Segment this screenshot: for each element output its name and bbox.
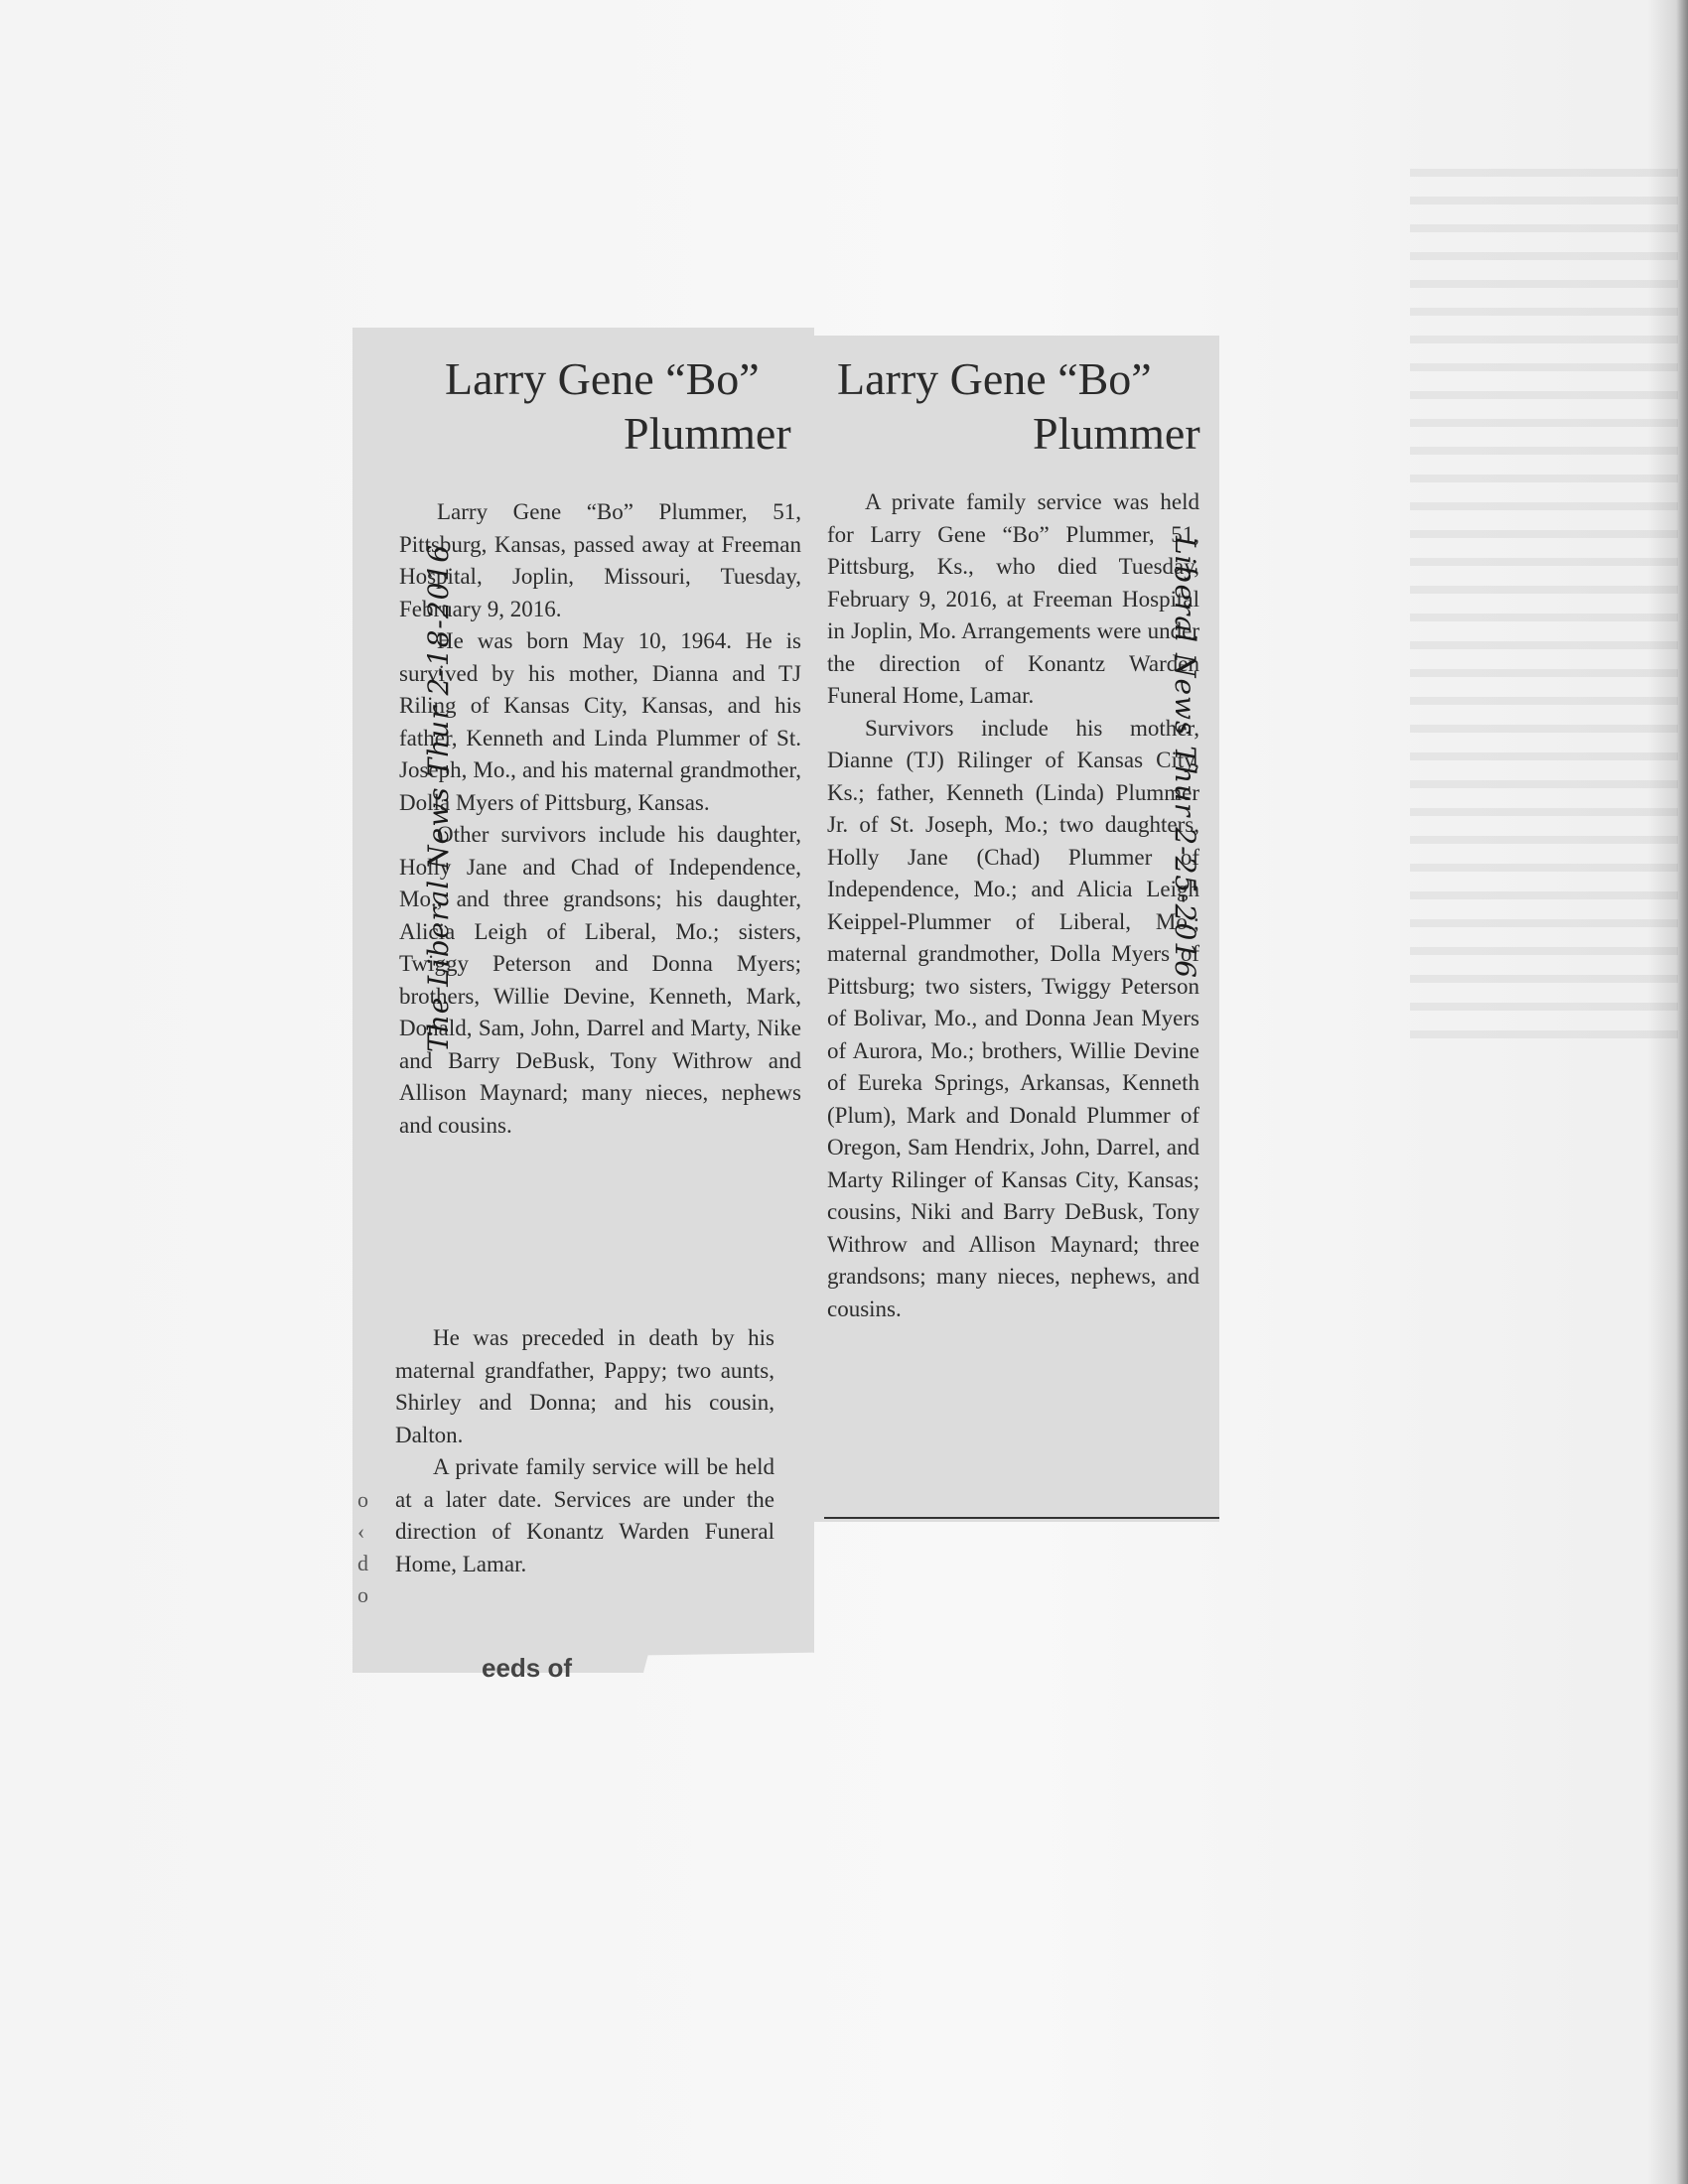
- bleed-through-text: [1410, 149, 1678, 1588]
- clipping-right-bottom-rule: [824, 1517, 1219, 1519]
- clipping-left-body-bottom: [395, 1322, 774, 1580]
- handwritten-date-note-right: Liberal News Thur 2-25-2016: [1169, 536, 1201, 979]
- clipping-left-headline-line1: Larry Gene “Bo”: [445, 353, 760, 404]
- clipping-left-torn-headline: eeds of: [482, 1653, 573, 1683]
- clipping-left-paragraph-5: A private family service will be held at a later date. Services are under the direction of Konantz Warden Funeral Home, Lamar.: [395, 1454, 774, 1576]
- clipping-left-headline-line2: Plummer: [624, 408, 791, 459]
- clipping-right-paragraph-2: Survivors include his mother, Dianne (TJ) Rilinger of Kansas City, Ks.; father, Kenneth (Linda) Plummer Jr. of St. Joseph, Mo.; two daughters, Holly Jane (Chad) Plummer of Independence, Mo.; and Alicia Leigh Keippel-Plummer of Liberal, Mo.; maternal grandmother, Dolla Myers of Pittsburg; two sisters, Twiggy Peterson of Bolivar, Mo., and Donna Jean Myers of Aurora, Mo.; brothers, Willie Devine of Eureka Springs, Arkansas, Kenneth (Plum), Mark and Donald Plummer of Oregon, Sam Hendrix, John, Darrel, and Marty Rilinger of Kansas City, Kansas; cousins, Niki and Barry DeBusk, Tony Withrow and Allison Maynard; three grandsons; many nieces, nephews, and cousins.: [827, 715, 1199, 1321]
- clipping-left-cut-edge-letters: o ‹ d o: [357, 1487, 368, 1607]
- clipping-right-headline-line2: Plummer: [1033, 408, 1200, 459]
- clipping-left-body: [399, 496, 801, 1142]
- clipping-left-paragraph-4: He was preceded in death by his maternal grandfather, Pappy; two aunts, Shirley and Donna; and his cousin, Dalton.: [395, 1325, 774, 1447]
- clipping-right-paragraph-1: A private family service was held for Larry Gene “Bo” Plummer, 51, Pittsburg, Ks., who died Tuesday, February 9, 2016, at Freeman Hospital in Joplin, Mo. Arrangements were under the direction of Konantz Warden Funeral Home, Lamar.: [827, 489, 1199, 708]
- clipping-right-body: [827, 486, 1199, 1325]
- clipping-right-headline-line1: Larry Gene “Bo”: [837, 353, 1152, 404]
- clipping-left-paragraph-1: Larry Gene “Bo” Plummer, 51, Pittsburg, Kansas, passed away at Freeman Hospital, Joplin, Missouri, Tuesday, February 9, 2016.: [399, 499, 801, 621]
- clipping-left-paragraph-2: He was born May 10, 1964. He is survived by his mother, Dianna and TJ Riling of Kansas City, Kansas, and his father, Kenneth and Linda Plummer of St. Joseph, Mo., and his maternal grandmother, Dolla Myers of Pittsburg, Kansas.: [399, 628, 801, 815]
- clipping-left-paragraph-3: Other survivors include his daughter, Holly Jane and Chad of Independence, Mo., and three grandsons; his daughter, Alicia Leigh of Liberal, Mo.; sisters, Twiggy Peterson and Donna Myers; brothers, Willie Devine, Kenneth, Mark, Donald, Sam, John, Darrel and Marty, Nike and Barry DeBusk, Tony Withrow and Allison Maynard; many nieces, nephews and cousins.: [399, 822, 801, 1138]
- page-edge-shadow: [1648, 0, 1688, 2184]
- handwritten-date-note-left: The Liberal News Thur 2-18-2016: [422, 543, 455, 1052]
